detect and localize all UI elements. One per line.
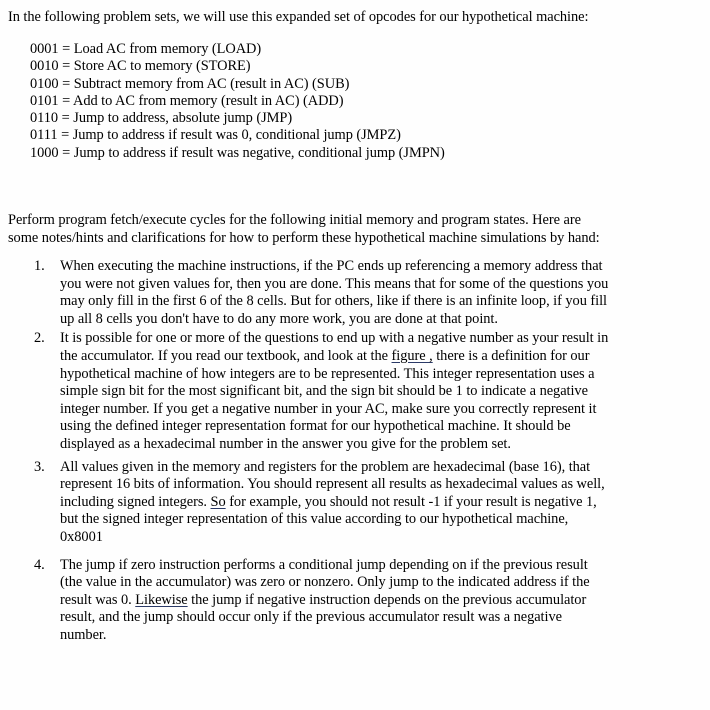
list-item-number: 4. [34, 556, 45, 573]
line-text-before-underline: including signed integers. [60, 493, 211, 510]
list-item-line: number. [60, 626, 107, 643]
opcode-description: Jump to address if result was negative, conditional jump (JMPN) [73, 144, 445, 161]
list-item-line: up all 8 cells you don't have to do any more work, you are done at that point. [60, 310, 498, 327]
perform-instructions-paragraph [8, 212, 708, 247]
opcode-description: Store AC to memory (STORE) [73, 58, 251, 75]
opcode-equals: = [62, 58, 71, 75]
list-item-number: 2. [34, 330, 45, 347]
opcode-row [30, 58, 690, 75]
list-item-line: represent 16 bits of information. You should represent all results as hexadecimal values as well, [60, 476, 605, 493]
list-item-line: using the defined integer representation format for our hypothetical machine. It should be [60, 418, 571, 435]
line-text-after-underline: the jump if negative instruction depends on the previous accumulator [187, 591, 587, 608]
opcode-code: 0111 [30, 127, 58, 144]
list-item-line: (the value in the accumulator) was zero or nonzero. Only jump to the indicated address if the [60, 574, 590, 591]
list-item-line: The jump if zero instruction performs a conditional jump depending on if the previous result [60, 556, 588, 573]
opcode-row [30, 145, 690, 162]
opcode-equals: = [62, 144, 71, 161]
opcode-definition-list [30, 41, 690, 162]
line-text-before-link: the accumulator. If you read our textbook, and look at the [60, 347, 392, 364]
opcode-description: Jump to address if result was 0, conditional jump (JMPZ) [72, 127, 401, 144]
paragraph-line: Perform program fetch/execute cycles for the following initial memory and program states. Here are [8, 212, 581, 228]
list-item-number: 1. [34, 258, 45, 274]
opcode-code: 0110 [30, 110, 59, 127]
list-item-line: but the signed integer representation of this value according to our hypothetical machine, [60, 511, 569, 528]
list-item [0, 459, 710, 547]
line-text-after-underline: for example, you should not result -1 if your result is negative 1, [225, 493, 597, 510]
list-item-line: you were not given values for, then you are done. This means that for some of the questions you [60, 275, 609, 292]
list-item-line: All values given in the memory and registers for the problem are hexadecimal (base 16), that [60, 458, 591, 475]
opcode-code: 0101 [30, 92, 59, 109]
paragraph-line: some notes/hints and clarifications for how to perform these hypothetical machine simulations by hand: [8, 229, 600, 246]
list-item-number: 3. [34, 458, 45, 475]
list-item-line [60, 494, 702, 512]
notes-numbered-list [0, 258, 710, 644]
list-item [0, 330, 710, 453]
grammar-underlined-phrase[interactable]: figure , [391, 347, 433, 364]
opcode-row [30, 110, 690, 127]
opcode-equals: = [61, 110, 70, 127]
list-item-line: 0x8001 [60, 528, 103, 545]
list-item-line: displayed as a hexadecimal number in the answer you give for the problem set. [60, 435, 511, 452]
list-item-line: integer number. If you get a negative number in your AC, make sure you correctly represent it [60, 400, 597, 417]
list-item-line: It is possible for one or more of the questions to end up with a negative number as your result in [60, 330, 609, 347]
list-item-line: simple sign bit for the most significant bit, and the sign bit should be 1 to indicate a negative [60, 383, 588, 400]
list-item-line [60, 348, 702, 366]
opcode-description: Subtract memory from AC (result in AC) (SUB) [73, 75, 350, 92]
opcode-row [30, 76, 690, 93]
opcode-code: 0001 [30, 41, 59, 57]
opcode-equals: = [62, 75, 71, 92]
opcode-description: Jump to address, absolute jump (JMP) [73, 110, 293, 127]
list-item [0, 258, 710, 328]
opcode-code: 0010 [30, 58, 59, 75]
list-item [0, 557, 710, 645]
list-item-line: hypothetical machine of how integers are to be represented. This integer representation uses a [60, 365, 595, 382]
opcode-equals: = [62, 41, 71, 57]
opcode-row [30, 127, 690, 144]
list-item-line: may only fill in the first 6 of the 8 cells. But for others, like if there is an infinite loop, if you fill [60, 293, 607, 310]
intro-sentence: In the following problem sets, we will use this expanded set of opcodes for our hypothetical machine: [8, 9, 589, 25]
grammar-underlined-phrase[interactable]: So [210, 493, 226, 510]
opcode-equals: = [62, 92, 71, 109]
list-item-line [60, 592, 702, 610]
line-text-after-link: there is a definition for our [432, 347, 590, 364]
opcode-description: Add to AC from memory (result in AC) (ADD) [73, 92, 344, 109]
line-text-before-underline: result was 0. [60, 591, 136, 608]
opcode-row [30, 93, 690, 110]
list-item-line: result, and the jump should occur only if the previous accumulator result was a negative [60, 609, 562, 626]
opcode-row [30, 41, 690, 58]
opcode-code: 1000 [30, 144, 59, 161]
opcode-code: 0100 [30, 75, 59, 92]
grammar-underlined-phrase[interactable]: Likewise [135, 591, 188, 608]
list-item-line: When executing the machine instructions, if the PC ends up referencing a memory address that [60, 258, 603, 274]
opcode-description: Load AC from memory (LOAD) [73, 41, 262, 57]
opcode-equals: = [61, 127, 70, 144]
